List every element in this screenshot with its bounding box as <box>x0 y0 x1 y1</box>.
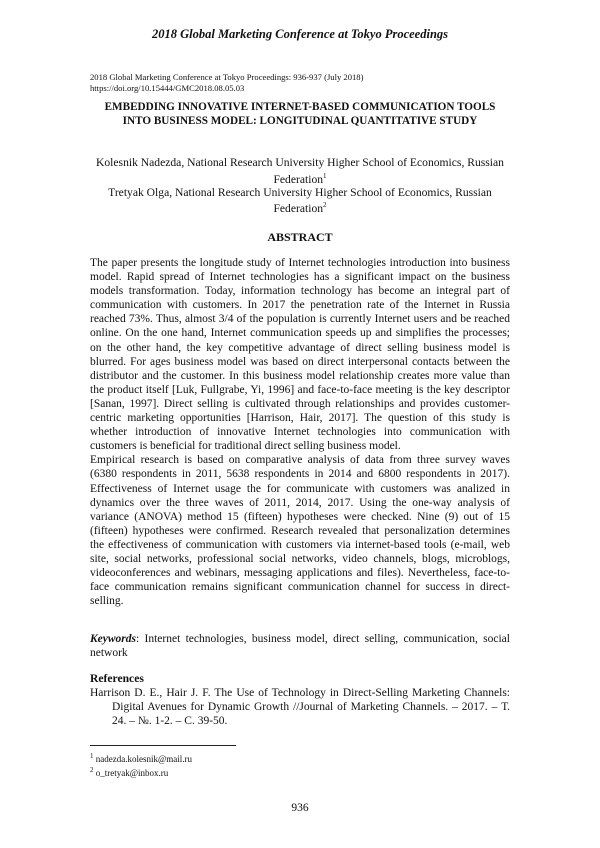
citation <box>90 72 363 94</box>
author-1-text: Kolesnik Nadezda, National Research University Higher School of Economics, Russian Federation <box>96 156 504 186</box>
footnotes <box>90 751 192 779</box>
footnote-1 <box>90 751 192 765</box>
abstract-heading: ABSTRACT <box>267 230 333 244</box>
footnote-2-email[interactable]: o_tretyak@inbox.ru <box>95 768 169 778</box>
keywords <box>90 632 510 660</box>
author-2 <box>90 186 510 216</box>
abstract-body <box>90 256 510 608</box>
footnote-2 <box>90 765 192 779</box>
footnote-1-email[interactable]: nadezda.kolesnik@mail.ru <box>95 754 193 764</box>
paper-title: EMBEDDING INNOVATIVE INTERNET-BASED COMMUNICATION TOOLS INTO BUSINESS MODEL: LONGITUDINAL QUANTITATIVE STUDY <box>104 101 496 127</box>
footnote-divider <box>90 745 236 746</box>
footnote-mark-2: 2 <box>323 201 327 210</box>
references-heading: References <box>90 672 144 685</box>
authors <box>90 156 510 216</box>
reference-item: Harrison D. E., Hair J. F. The Use of Technology in Direct-Selling Marketing Channels: Digital Avenues for Dynamic Growth //Journal of Marketing Channels. – 2017. – Т. 24. – №. 1-2. – С. 39-50. <box>90 687 510 728</box>
abstract-paragraph: The paper presents the longitude study of Internet technologies introduction into business model. Rapid spread of Internet technologies has a significant impact on the business models transformation. Today, information technology has become an integral part of communication with customers. In 2017 the penetration rate of the Internet in Russia reached 73%. Thus, almost 3/4 of the population is currently Internet users and be reached online. On the one hand, Internet communication speeds up and simplifies the processes; on the other hand, the key competitive advantage of direct selling business model is blurred. For ages business model was based on direct interpersonal contacts between the distributor and the customer. In this business model relationship creates more value than the product itself [Luk, Fullgrabe, Yi, 1996] and face-to-face meeting is the key descriptor [Sanan, 1997]. Direct selling is cultivated through relationships and provides customer-centric marketing opportunities [Harrison, Hair, 2017]. The question of this study is whether introduction of innovative Internet technologies into communication with customers is beneficial for traditional direct selling business model. <box>90 257 510 453</box>
abstract-paragraph: Empirical research is based on comparative analysis of data from three survey waves (6380 respondents in 2011, 5638 respondents in 2014 and 6800 respondents in 2017). Effectiveness of Internet usage the for communicate with customers was analized in dynamics over the three waves of 2011, 2014, 2017. Using the one-way analysis of variance (ANOVA) method 15 (fifteen) hypotheses were checked. Nine (9) out of 15 (fifteen) hypotheses were confirmed. Research revealed that personalization determines the effectiveness of communication with customers via internet-based tools (e-mail, web site, social networks, professional social networks, video channels, blogs, microblogs, videoconferences and webinars, messaging applications and files). Nevertheless, face-to-face communication remains significant communication channel for success in direct-selling. <box>90 454 510 608</box>
keywords-text: : Internet technologies, business model, direct selling, communication, social network <box>90 633 510 660</box>
citation-line: 2018 Global Marketing Conference at Tokyo Proceedings: 936-937 (July 2018) <box>90 72 364 82</box>
page-number: 936 <box>291 802 309 814</box>
running-head: 2018 Global Marketing Conference at Tokyo Proceedings <box>151 27 449 41</box>
footnote-mark-1: 1 <box>323 171 327 180</box>
author-2-text: Tretyak Olga, National Research University Higher School of Economics, Russian Federation <box>108 185 492 216</box>
footnote-1-mark: 1 <box>90 752 94 760</box>
keywords-label: Keywords <box>90 633 136 645</box>
doi-link[interactable]: https://doi.org/10.15444/GMC2018.08.05.03 <box>90 83 245 93</box>
author-1 <box>90 156 510 186</box>
footnote-2-mark: 2 <box>90 766 94 774</box>
